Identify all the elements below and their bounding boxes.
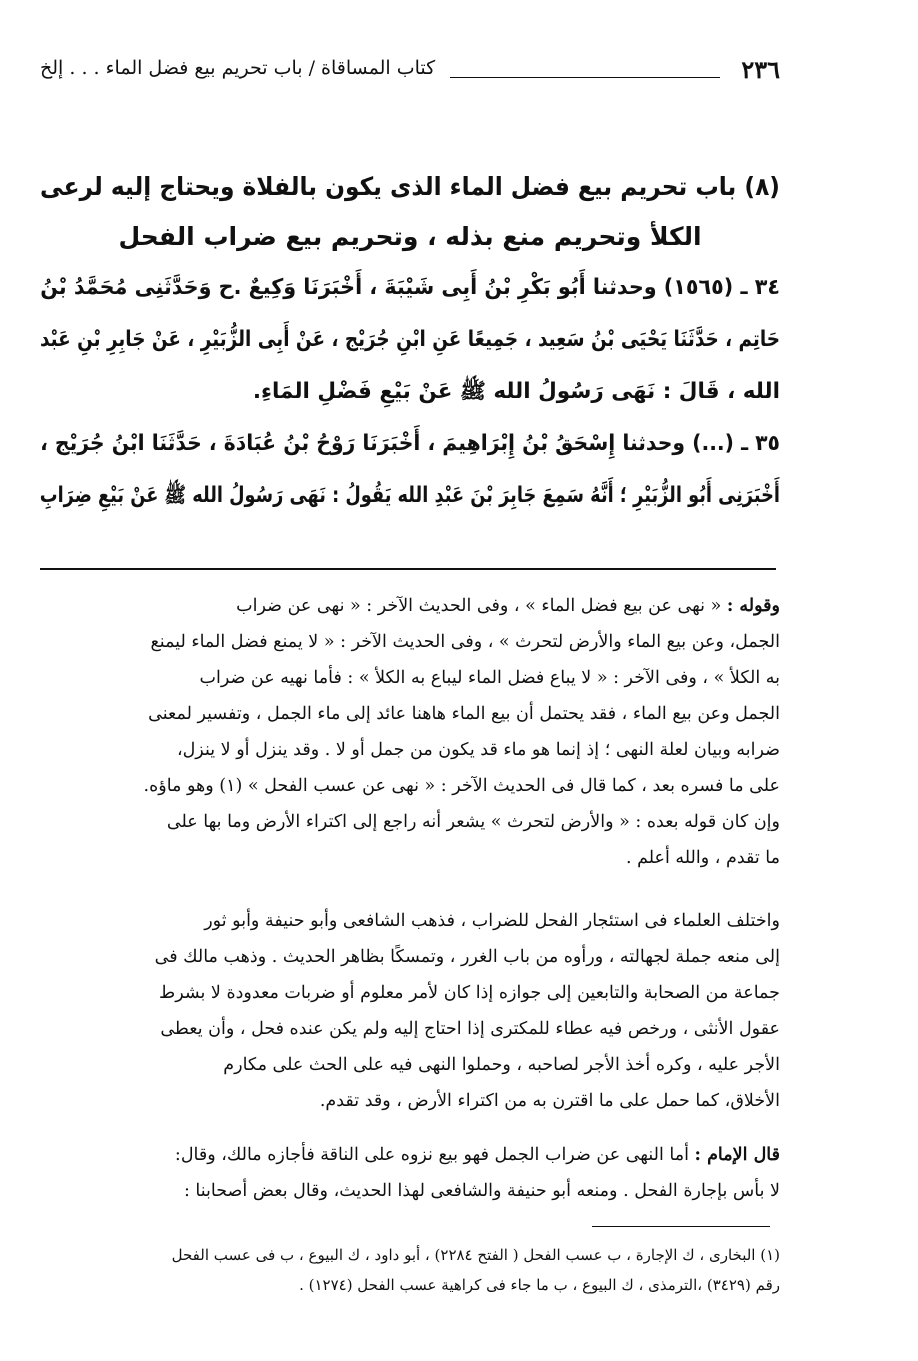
hadith-line: ٣٥ ـ (...) وحدثنا إِسْحَقُ بْنُ إِبْرَاهِيمَ ، أَخْبَرَنَا رَوْحُ بْنُ عُبَادَةَ ، حَدَّثَنَا ابْنُ جُرَيْج ، xyxy=(40,431,780,456)
running-header xyxy=(40,55,780,95)
commentary-line: وإن كان قوله بعده : « والأرض لتحرث » يشعر أنه راجع إلى اكتراء الأرض وما بها على xyxy=(166,812,780,832)
chapter-heading-line: الكلأ وتحريم منع بذله ، وتحريم بيع ضراب الفحل xyxy=(118,222,702,251)
commentary-line-text: « نهى عن بيع فضل الماء » ، وفى الحديث الآخر : « نهى عن ضراب xyxy=(236,596,722,616)
commentary-line: واختلف العلماء فى استئجار الفحل للضراب ، فذهب الشافعى وأبو حنيفة وأبو ثور xyxy=(204,911,780,931)
commentary-line-text: أما النهى عن ضراب الجمل فهو بيع نزوه على الناقة فأجازه مالك، وقال: xyxy=(174,1145,689,1165)
footnote-separator xyxy=(592,1226,770,1227)
chapter-heading-line: (٨) باب تحريم بيع فضل الماء الذى يكون بالفلاة ويحتاج إليه لرعى xyxy=(40,172,780,201)
chapter-heading xyxy=(40,162,780,262)
footnote-line: رقم (٣٤٢٩) ،الترمذى ، ك البيوع ، ب ما جاء فى كراهية عسب الفحل (١٢٧٤) . xyxy=(299,1276,780,1294)
commentary-line: الجمل، وعن بيع الماء والأرض لتحرث » ، وفى الحديث الآخر : « لا يمنع فضل الماء ليمنع xyxy=(150,632,780,652)
commentary-line xyxy=(40,1137,780,1173)
text-commentary-separator xyxy=(40,568,776,570)
commentary-line: الأخلاق، كما حمل على ما اقترن به من اكتراء الأرض ، وقد تقدم. xyxy=(319,1091,780,1111)
hadith-line: حَاتِم ، حَدَّثَنَا يَحْيَى بْنُ سَعِيد ، جَمِيعًا عَنِ ابْنِ جُرَيْج ، عَنْ أَبِى الزُّبَيْرِ ، عَنْ جَابِرِ بْنِ عَبْد xyxy=(39,327,780,352)
footnote-line: (١) البخارى ، ك الإجارة ، ب عسب الفحل ( الفتح ٢٢٨٤) ، أبو داود ، ك البيوع ، ب فى عسب الفحل xyxy=(171,1246,780,1264)
hadith-line: أَخْبَرَنِى أَبُو الزُّبَيْرِ ؛ أَنَّهُ سَمِعَ جَابِرَ بْنَ عَبْدِ الله يَقُولُ : نَهَى رَسُولُ الله ﷺ عَنْ بَيْعِ ضِرَابِ xyxy=(39,483,780,508)
commentary-paragraph-2 xyxy=(40,903,780,1119)
commentary-line: عقول الأنثى ، ورخص فيه عطاء للمكترى إذا احتاج إليه ولم يكن عنده فحل ، وأن يعطى xyxy=(160,1019,780,1039)
hadith-line: ٣٤ ـ (١٥٦٥) وحدثنا أَبُو بَكْرِ بْنُ أَبِى شَيْبَةَ ، أَخْبَرَنَا وَكِيعٌ .ح وَحَدَّثَنِى مُحَمَّدُ بْنُ xyxy=(40,275,780,300)
commentary-line: الأجر عليه ، وكره أخذ الأجر لصاحبه ، وحملوا النهى فيه على الحث على مكارم xyxy=(223,1055,780,1075)
header-rule xyxy=(450,77,720,78)
hadith-35 xyxy=(40,418,780,522)
commentary-paragraph-1 xyxy=(40,588,780,876)
hadith-line: الله ، قَالَ : نَهَى رَسُولُ الله ﷺ عَنْ بَيْعِ فَضْلِ المَاءِ. xyxy=(252,379,780,404)
commentary-line: ما تقدم ، والله أعلم . xyxy=(625,848,780,868)
page-number: ٢٣٦ xyxy=(741,55,780,84)
commentary-lead: قال الإمام : xyxy=(694,1145,780,1165)
commentary-line: به الكلأ » ، وفى الآخر : « لا يباع فضل الماء ليباع به الكلأ » : فأما نهيه عن ضراب xyxy=(199,668,780,688)
running-title: كتاب المساقاة / باب تحريم بيع فضل الماء . . . إلخ xyxy=(40,57,436,79)
commentary-lead: وقوله : xyxy=(726,596,780,616)
hadith-34 xyxy=(40,262,780,418)
commentary-paragraph-3 xyxy=(40,1137,780,1209)
commentary-line: ضرابه وبيان لعلة النهى ؛ إذ إنما هو ماء قد يكون من جمل أو لا . وقد ينزل أو لا ينزل، xyxy=(176,740,780,760)
commentary-line: الجمل وعن بيع الماء ، فقد يحتمل أن بيع الماء هاهنا عائد إلى ماء الجمل ، وتفسير لمعنى xyxy=(148,704,780,724)
footnote xyxy=(40,1240,780,1300)
commentary-line: جماعة من الصحابة والتابعين إلى جوازه إذا كان لأمر معلوم أو ضربات معدودة لا بشرط xyxy=(159,983,780,1003)
commentary-line xyxy=(40,588,780,624)
commentary-line: لا بأس بإجارة الفحل . ومنعه أبو حنيفة والشافعى لهذا الحديث، وقال بعض أصحابنا : xyxy=(183,1181,780,1201)
commentary-line: على ما فسره بعد ، كما قال فى الحديث الآخر : « نهى عن عسب الفحل » (١) وهو ماؤه. xyxy=(143,776,780,796)
commentary-line: إلى منعه جملة لجهالته ، ورأوه من باب الغرر ، وتمسكًا بظاهر الحديث . وذهب مالك فى xyxy=(154,947,780,967)
